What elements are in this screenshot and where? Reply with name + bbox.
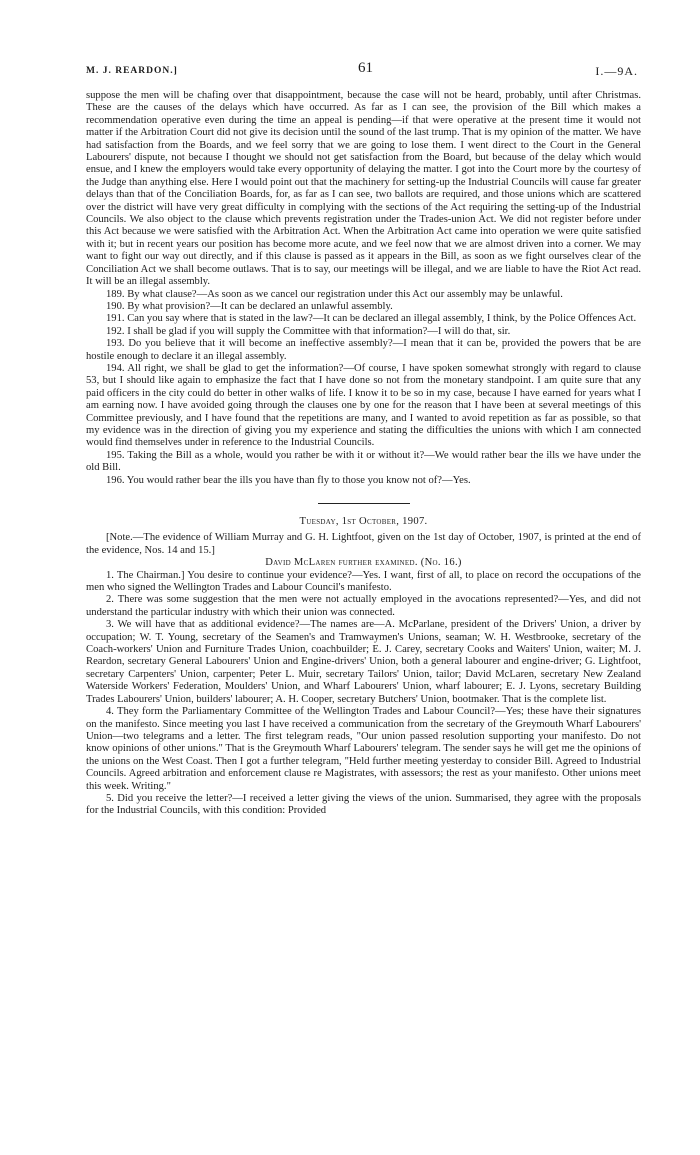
paragraph-q196: 196. You would rather bear the ills you have than fly to those you know not of?—Yes. — [106, 474, 471, 486]
header-witness-name: M. J. REARDON.] — [86, 66, 178, 76]
paragraph-q195: 195. Taking the Bill as a whole, would you rather be with it or without it?—We would rather bear the ills we have under the old Bill. — [86, 449, 641, 474]
date-heading: Tuesday, 1st October, 1907. — [299, 516, 428, 527]
running-header — [86, 60, 638, 82]
paragraph-q189: 189. By what clause?—As soon as we cancel our registration under this Act our assembly may be unlawful. — [106, 288, 563, 300]
witness-heading: David McLaren further examined. (No. 16.) — [265, 557, 462, 569]
paragraph-q194: 194. All right, we shall be glad to get the information?—Of course, I have spoken somewhat strongly with regard to clause 53, but I should like again to emphasize the fact that I have done so not from the monetary standpoint. I am quite sure that any paid officers in the city could do better in other walks of life. I know it to be so in my case, because I have earned for years what I am earning now. I have avoided going through the clauses one by one for the reason that I have been at several meetings of this Committee previously, and I have found that the repetitions are many, and I wanted to avoid repetition as far as possible, so that my evidence was in the direction of giving you my experience and stating the difficulties the unions with which I am connected would find themselves under in reference to the Industrial Councils. — [86, 362, 641, 449]
paragraph-q5: 5. Did you receive the letter?—I received a letter giving the views of the union. Summarised, they agree with the proposals for the Industrial Councils, with this condition: Provided — [86, 792, 641, 817]
editorial-note: [Note.—The evidence of William Murray and G. H. Lightfoot, given on the 1st day of October, 1907, is printed at the end of the evidence, Nos. 14 and 15.] — [86, 532, 641, 556]
paragraph-q190: 190. By what provision?—It can be declared an unlawful assembly. — [106, 300, 393, 312]
paragraph-q2: 2. There was some suggestion that the men were not actually employed in the avocations represented?—Yes, and did not understand the particular industry with which their union was connected. — [86, 594, 641, 618]
paragraph-q1: 1. The Chairman.] You desire to continue your evidence?—Yes. I want, first of all, to place on record the occupations of the men who signed the Wellington Trades and Labour Council's manifesto. — [86, 569, 641, 594]
document-body — [86, 90, 641, 818]
paragraph-continued: suppose the men will be chafing over that disappointment, because the case will not be heard, probably, until after Christmas. These are the causes of the delays which have occurred. As far as I can see, the provision of the Bill which makes a recommendation operative even during the time an appeal is pending—if that were operative at the present time it would not matter if the Arbitration Court did not give its decision until the sound of the last trump. That is my opinion of the matter. We have had satisfaction from the Boards, and we feel sorry that we are going to lose them. I went direct to the Court in the General Labourers' dispute, not because I thought we should not get satisfaction from the Board, but because of the delay which would ensue, and I knew the employers would take every opportunity of delaying the matter. I got into the Court more by the courtesy of the Judge than anything else. Here I would point out that the machinery for setting-up the Industrial Councils will cause far greater delays than that of the Conciliation Boards, for, as far as I can see, two ballots are required, and those unions which are scattered over the district will have very great difficulty in complying with the sections of the Act requiring the setting-up of the Industrial Councils. We also object to the clause which prevents registration under the Trades-union Act. We did not register before under this Act because we were satisfied with the Arbitration Act. When the Arbitration Act came into operation we were quite satisfied with it; but in recent years our position has become more acute, and we feel now that we are almost driven into a corner. We may want to fight our way out directly, and if this clause is passed as it appears in the Bill, as soon as we fight ourselves clear of the Conciliation Act we shall become outlaws. That is to say, our meetings will be illegal, and we are liable to have the Riot Act read. It will be an illegal assembly. — [86, 90, 641, 288]
section-divider — [318, 503, 410, 504]
paragraph-q191: 191. Can you say where that is stated in the law?—It can be declared an illegal assembly, I think, by the Police Offences Act. — [106, 313, 637, 325]
paper-reference: I.—9A. — [595, 64, 638, 78]
paragraph-q193: 193. Do you believe that it will become an ineffective assembly?—I mean that it can be, provided the powers that be are hostile enough to declare it an illegal assembly. — [86, 338, 641, 362]
paragraph-q3: 3. We will have that as additional evidence?—The names are—A. McParlane, president of the Drivers' Union, a driver by occupation; W. T. Young, secretary of the Seamen's and Tramwaymen's Unions, seaman; W. H. Westbrooke, secretary of the Coach-workers' Union and Furniture Trades Union, coachbuilder; E. J. Carey, secretary Cooks and Waiters' Union, waiter; M. J. Reardon, secretary General Labourers' Union and Engine-drivers' Union, both a general labourer and engine-driver; G. Lightfoot, secretary Carpenters' Union, carpenter; Peter L. Muir, secretary Tailors' Union, tailor; David McLaren, secretary New Zealand Waterside Workers' Federation, Moulders' Union, and Wharf Labourers' Union, wharf labourer; E. J. Lyons, secretary Building Trades Labourers' Union, builders' labourer; A. H. Cooper, secretary Butchers' Union, bootmaker. That is the complete list. — [86, 619, 641, 705]
paragraph-q4: 4. They form the Parliamentary Committee of the Wellington Trades and Labour Council?—Yes; these have their signatures on the manifesto. Since meeting you last I have received a communication from the secretary of the Greymouth Wharf Labourers' Union—two telegrams and a letter. The first telegram reads, "Our union passed resolution supporting your manifesto. Do not know opinions of other unions." That is the Greymouth Wharf Labourers' telegram. The sender says he will get me the opinions of the unions on the West Coast. Then I got a further telegram, "Held further meeting yesterday to consider Bill. Agreed to Industrial Councils. Agreed arbitration and enforcement clause re Magistrates, with assessors; the rest as your manifesto. Other unions meet this week. Writing." — [86, 706, 641, 792]
page-number: 61 — [358, 60, 373, 76]
paragraph-q192: 192. I shall be glad if you will supply the Committee with that information?—I will do that, sir. — [106, 325, 511, 337]
